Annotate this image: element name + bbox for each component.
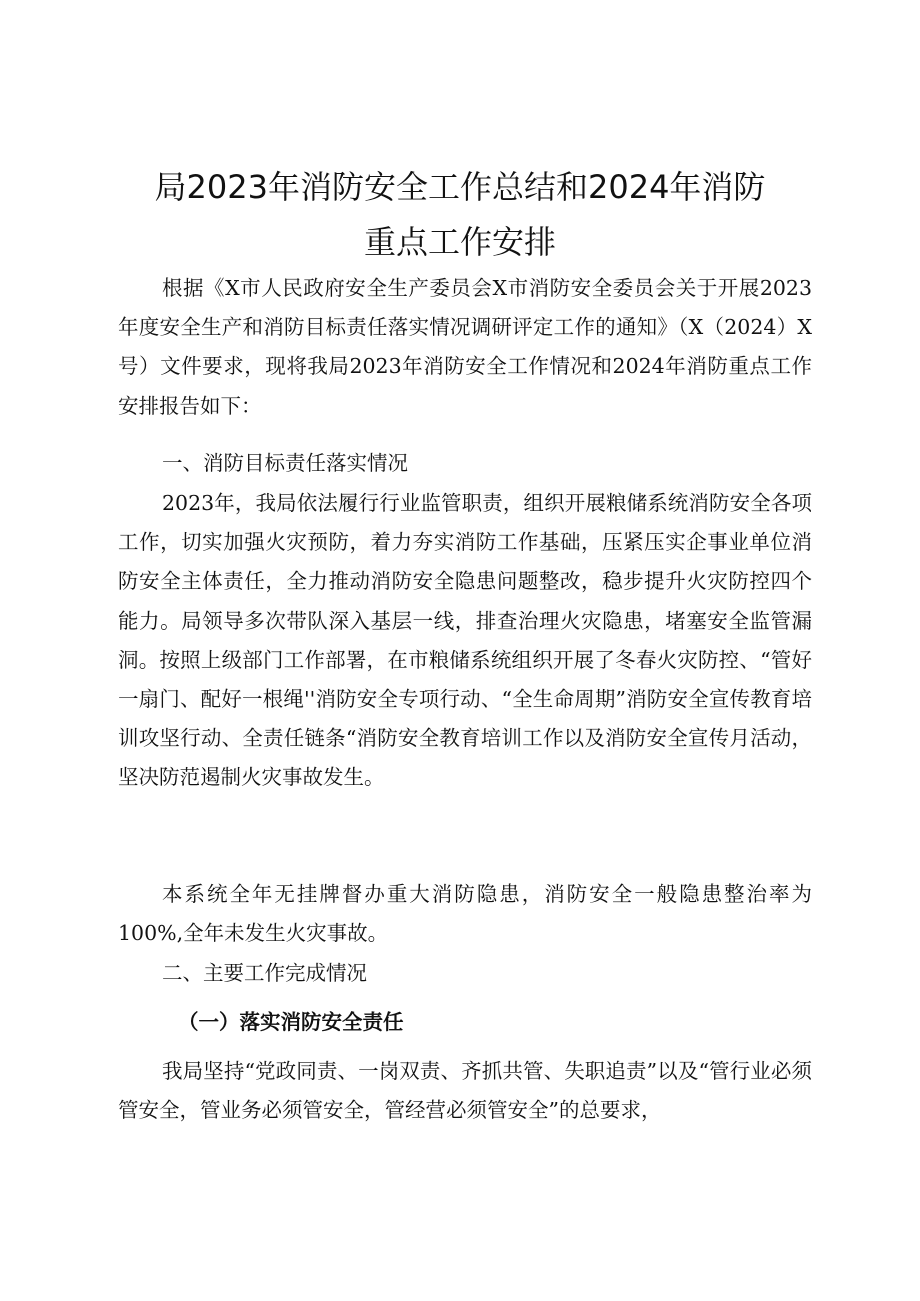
subsection-1-paragraph-1: 我局坚持“党政同责、一岗双责、齐抓共管、失职追责”以及“管行业必须管安全，管业务必须管安全，管经营必须管安全”的总要求， [118, 1059, 812, 1123]
section-1-paragraph-1: 2023年，我局依法履行行业监管职责，组织开展粮储系统消防安全各项工作，切实加强火灾预防，着力夯实消防工作基础，压紧压实企事业单位消防安全主体责任，全力推动消防安全隐患问题整改，稳步提升火灾防控四个能力。局领导多次带队深入基层一线，排查治理火灾隐患，堵塞安全监管漏洞。按照上级部门工作部署，在市粮储系统组织开展了冬春火灾防控、“管好一扇门、配好一根绳''消防安全专项行动、“全生命周期”消防安全宣传教育培训攻坚行动、全责任链条“消防安全教育培训工作以及消防安全宣传月活动，坚决防范遏制火灾事故发生。 [118, 491, 812, 790]
document-title-line-2: 重点工作安排 [363, 223, 556, 261]
section-1-paragraph-2: 本系统全年无挂牌督办重大消防隐患，消防安全一般隐患整治率为100%,全年未发生火灾事故。 [118, 882, 812, 946]
section-1-heading: 一、消防目标责任落实情况 [162, 451, 408, 475]
document-title-line-1: 局2023年消防安全工作总结和2024年消防 [154, 168, 766, 206]
section-2-heading: 二、主要工作完成情况 [162, 961, 367, 985]
subsection-1-heading: （一）落实消防安全责任 [178, 1010, 404, 1034]
intro-paragraph: 根据《X市人民政府安全生产委员会X市消防安全委员会关于开展2023年度安全生产和消防目标责任落实情况调研评定工作的通知》（X（2024）X号）文件要求，现将我局2023年消防安全工作情况和2024年消防重点工作安排报告如下： [118, 276, 812, 418]
